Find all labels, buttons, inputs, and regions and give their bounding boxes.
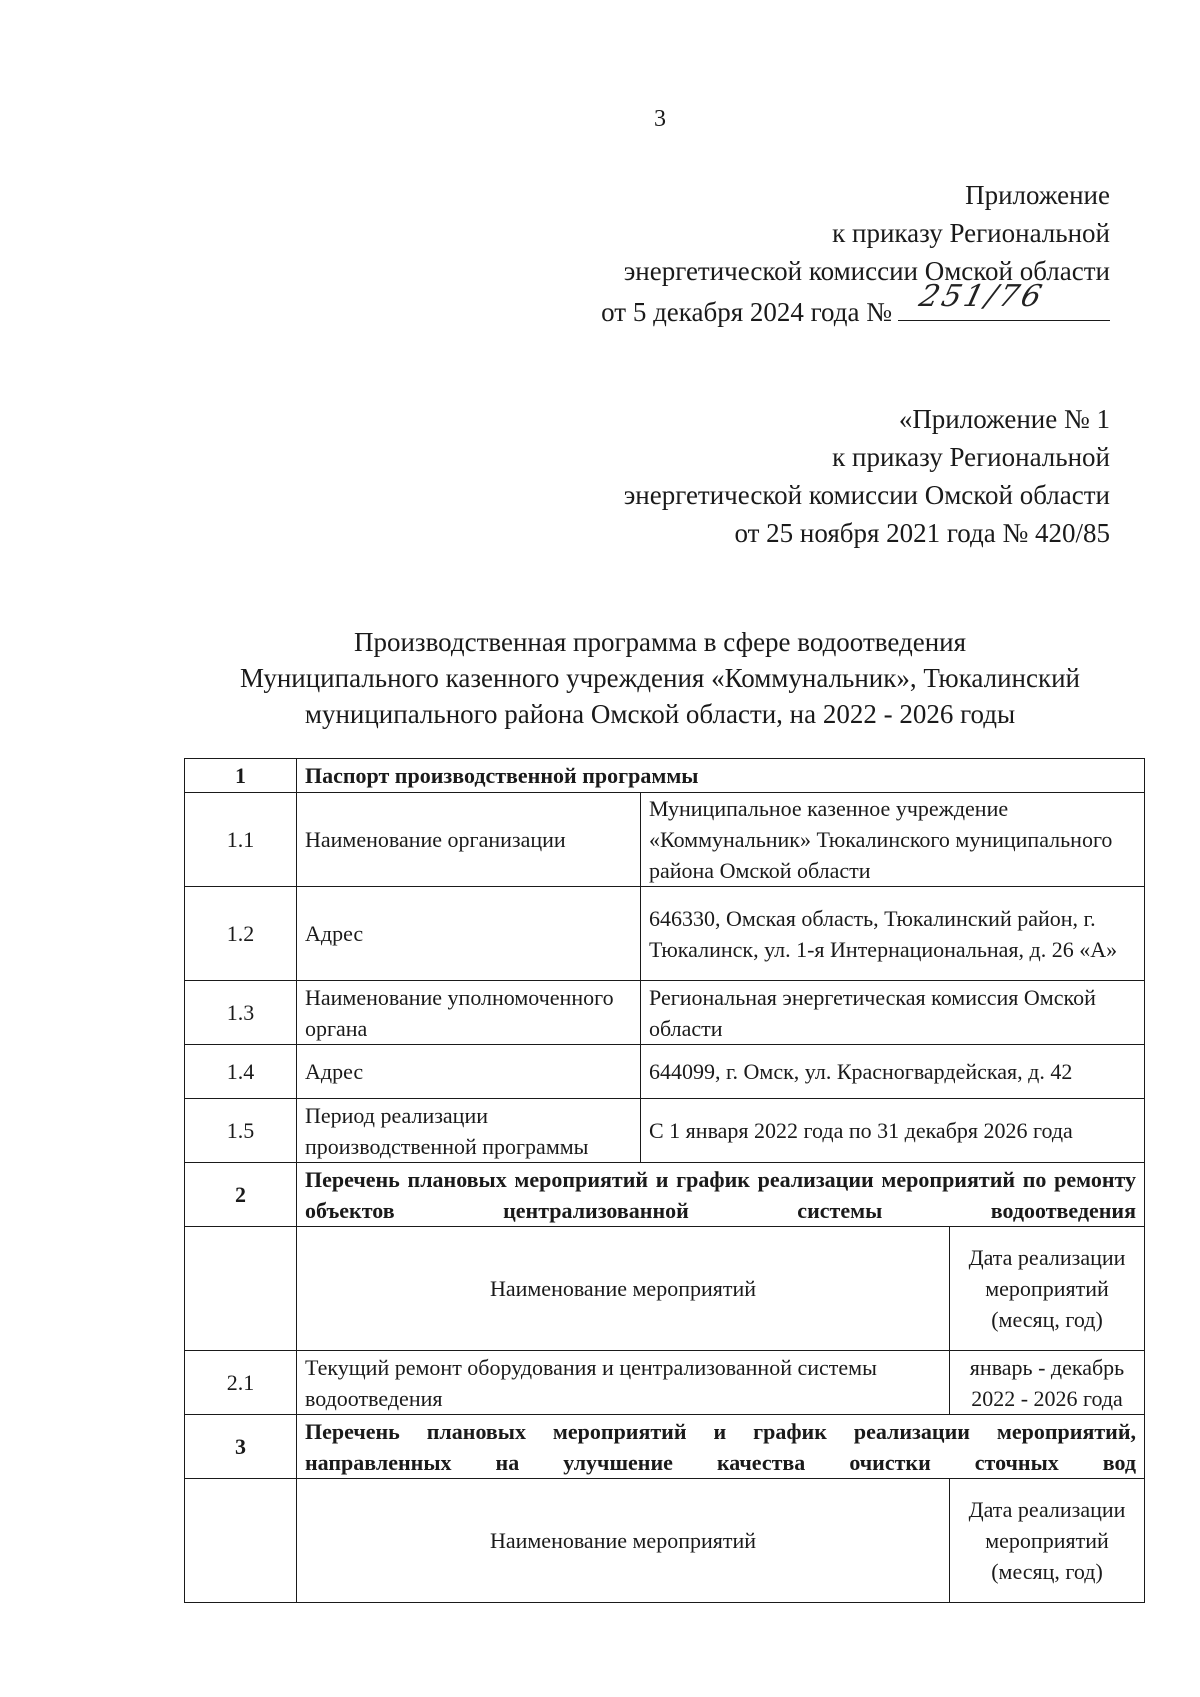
row-number: 1.3: [185, 981, 297, 1045]
table-row: [185, 887, 1145, 981]
row-number: 1.2: [185, 887, 297, 981]
handwritten-order-number: 251/76: [915, 279, 1049, 314]
table-row: [185, 1163, 1145, 1227]
appendix-title: Приложение: [965, 180, 1110, 210]
row-value: 646330, Омская область, Тюкалинский район, г. Тюкалинск, ул. 1-я Интернациональная, д. 26 «А»: [641, 887, 1145, 981]
row-value: 644099, г. Омск, ул. Красногвардейская, д. 42: [641, 1045, 1145, 1099]
table-row: [185, 1099, 1145, 1163]
table-row: [185, 981, 1145, 1045]
section-title: Паспорт производственной программы: [297, 759, 1145, 793]
row-label: Наименование организации: [297, 793, 641, 887]
empty-cell: [185, 1227, 297, 1351]
row-label: Наименование уполномоченного органа: [297, 981, 641, 1045]
row-value: Региональная энергетическая комиссия Омской области: [641, 981, 1145, 1045]
appendix-original-order-ref: к приказу Региональной: [832, 442, 1110, 472]
title-line-3: муниципального района Омской области, на 2022 - 2026 годы: [304, 699, 1016, 729]
row-number: 2.1: [185, 1351, 297, 1415]
measure-name: Текущий ремонт оборудования и централизованной системы водоотведения: [297, 1351, 950, 1415]
appendix-original-issuer: энергетической комиссии Омской области: [623, 480, 1110, 510]
appendix-date-line: [601, 279, 1110, 331]
section-number: 1: [185, 759, 297, 793]
row-number: 1.5: [185, 1099, 297, 1163]
page-number: 3: [654, 106, 666, 132]
section-title: Перечень плановых мероприятий и график реализации мероприятий по ремонту объектов централизованной системы водоотведения: [297, 1163, 1145, 1227]
appendix-date: от 5 декабря 2024 года №: [601, 297, 892, 327]
row-number: 1.1: [185, 793, 297, 887]
title-line-1: Производственная программа в сфере водоотведения: [353, 627, 967, 657]
row-label: Период реализации производственной программы: [297, 1099, 641, 1163]
section-title: Перечень плановых мероприятий и график реализации мероприятий, направленных на улучшение качества очистки сточных вод: [297, 1415, 1145, 1479]
section-number: 2: [185, 1163, 297, 1227]
order-number-field: [898, 279, 1110, 321]
appendix-issuer: энергетической комиссии Омской области: [623, 256, 1110, 286]
table-row: [185, 793, 1145, 887]
table-row: [185, 1415, 1145, 1479]
appendix-header-original: [624, 400, 1110, 552]
program-table: [184, 758, 1145, 1603]
row-value: Муниципальное казенное учреждение «Коммунальник» Тюкалинского муниципального района Омской области: [641, 793, 1145, 887]
row-label: Адрес: [297, 1045, 641, 1099]
empty-cell: [185, 1479, 297, 1603]
column-header-name: Наименование мероприятий: [297, 1227, 950, 1351]
row-number: 1.4: [185, 1045, 297, 1099]
appendix-order-ref: к приказу Региональной: [832, 218, 1110, 248]
section-number: 3: [185, 1415, 297, 1479]
table-row: [185, 1351, 1145, 1415]
table-row: [185, 759, 1145, 793]
table-row: [185, 1479, 1145, 1603]
appendix-header-current: [601, 176, 1110, 331]
document-title: [150, 624, 1170, 732]
measure-date: январь - декабрь 2022 - 2026 года: [950, 1351, 1145, 1415]
appendix-original-title: «Приложение № 1: [898, 404, 1110, 434]
title-line-2: Муниципального казенного учреждения «Коммунальник», Тюкалинский: [239, 663, 1080, 693]
column-header-date: Дата реализации мероприятий (месяц, год): [950, 1479, 1145, 1603]
column-header-date: Дата реализации мероприятий (месяц, год): [950, 1227, 1145, 1351]
row-value: С 1 января 2022 года по 31 декабря 2026 года: [641, 1099, 1145, 1163]
appendix-original-date: от 25 ноября 2021 года № 420/85: [734, 518, 1110, 548]
table-row: [185, 1045, 1145, 1099]
table-row: [185, 1227, 1145, 1351]
row-label: Адрес: [297, 887, 641, 981]
column-header-name: Наименование мероприятий: [297, 1479, 950, 1603]
